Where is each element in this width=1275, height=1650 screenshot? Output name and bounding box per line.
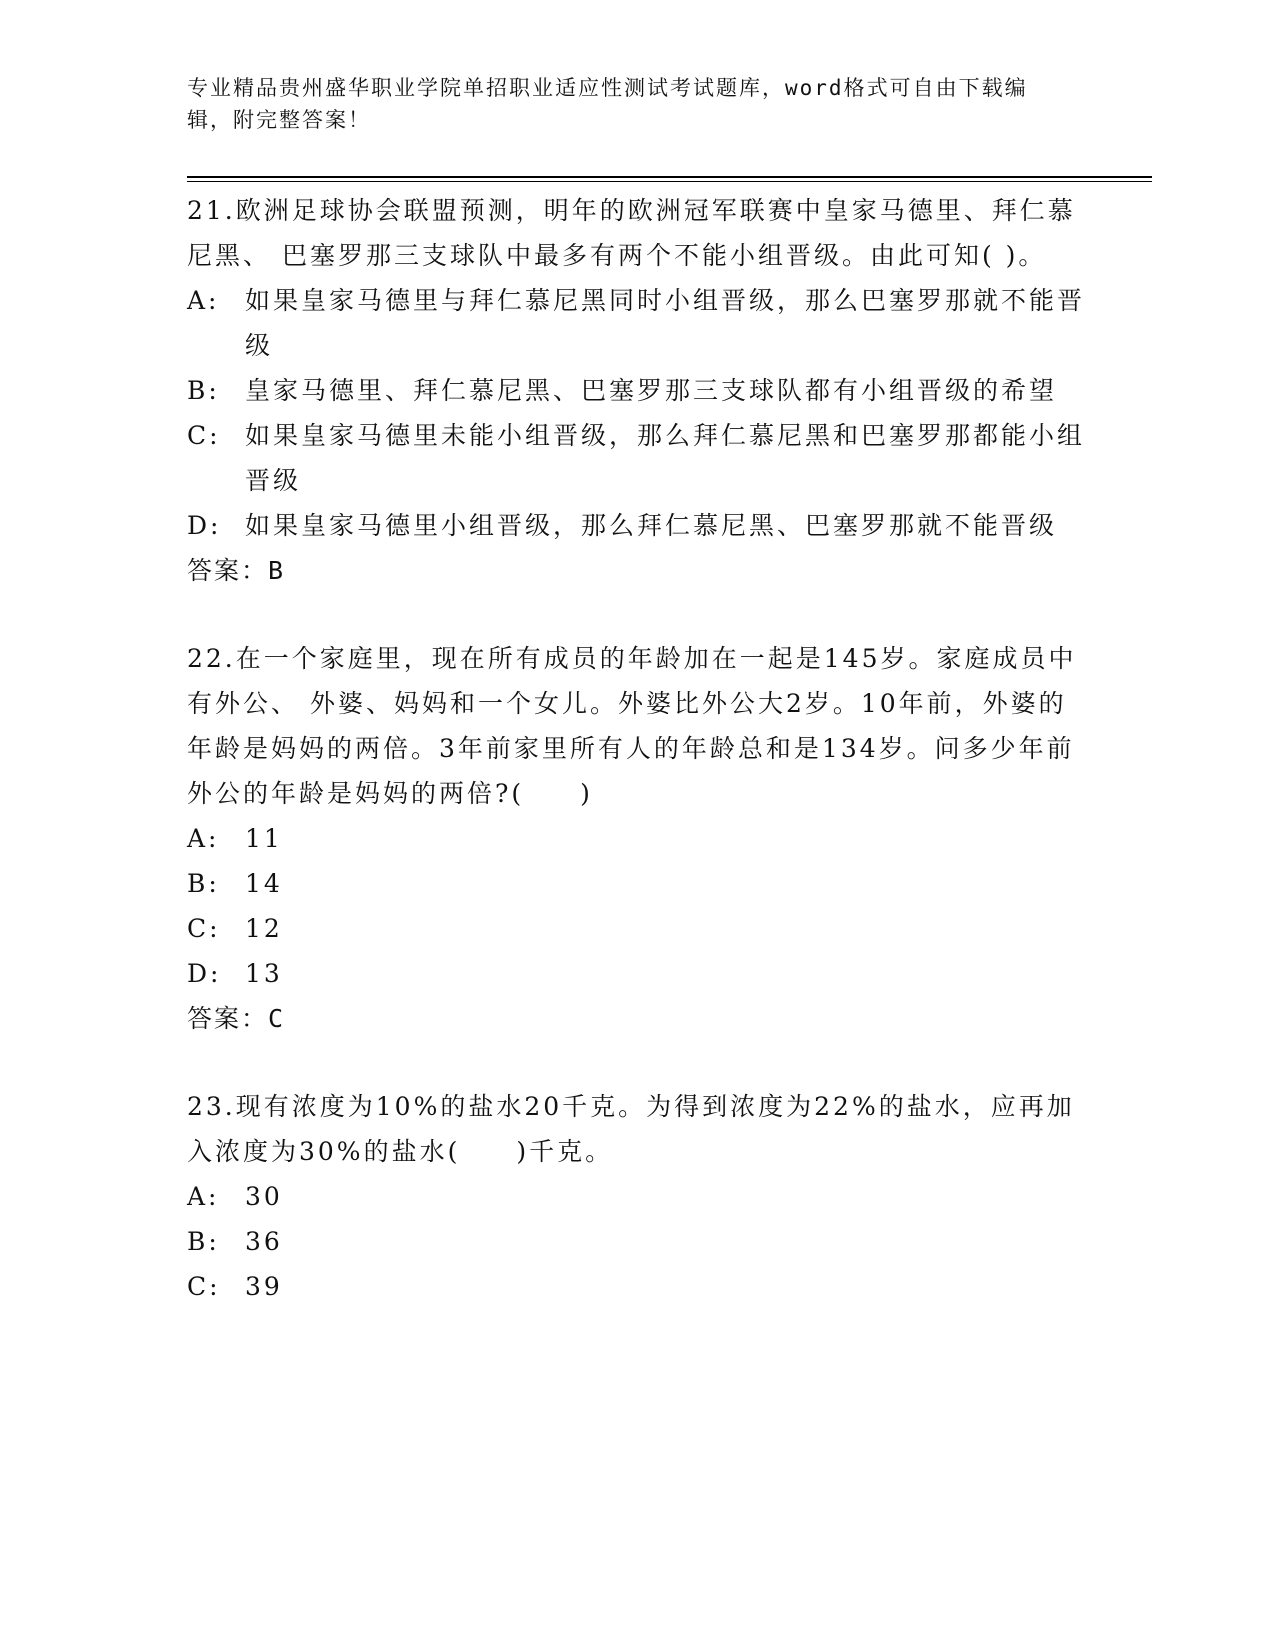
option-d (187, 951, 1087, 996)
answer-line (187, 996, 1087, 1041)
option-letter: A: (187, 824, 220, 853)
question-stem: 21.欧洲足球协会联盟预测，明年的欧洲冠军联赛中皇家马德里、拜仁慕尼黑、 巴塞罗那三支球队中最多有两个不能小组晋级。由此可知( )。 (187, 196, 1076, 270)
option-text: 如果皇家马德里与拜仁慕尼黑同时小组晋级，那么巴塞罗那就不能晋级 (245, 286, 1086, 360)
option-a (187, 1174, 1087, 1219)
option-text: 30 (245, 1182, 283, 1211)
question-list (187, 188, 1087, 1309)
option-letter: C: (187, 421, 221, 450)
option-letter: A: (187, 286, 220, 315)
answer-value: B (268, 556, 286, 585)
option-letter: B: (187, 1227, 220, 1256)
option-text: 如果皇家马德里小组晋级，那么拜仁慕尼黑、巴塞罗那就不能晋级 (245, 511, 1058, 540)
option-text: 11 (245, 824, 283, 853)
option-text: 39 (245, 1272, 283, 1301)
option-letter: B: (187, 376, 220, 405)
option-letter: D: (187, 959, 222, 988)
answer-line (187, 548, 1087, 593)
option-text: 36 (245, 1227, 283, 1256)
option-text: 14 (245, 869, 283, 898)
header-note: 专业精品贵州盛华职业学院单招职业适应性测试考试题库，word格式可自由下载编辑，附完整答案！ (187, 76, 1028, 132)
option-letter: A: (187, 1182, 220, 1211)
option-a (187, 816, 1087, 861)
option-b (187, 368, 1087, 413)
option-c (187, 906, 1087, 951)
option-d (187, 503, 1087, 548)
question-stem: 22.在一个家庭里，现在所有成员的年龄加在一起是145岁。家庭成员中有外公、 外婆、妈妈和一个女儿。外婆比外公大2岁。10年前，外婆的年龄是妈妈的两倍。3年前家里所有人的年龄总和是134岁。问多少年前外公的年龄是妈妈的两倍?( ) (187, 644, 1077, 808)
option-b (187, 861, 1087, 906)
option-text: 12 (245, 914, 283, 943)
option-text: 如果皇家马德里未能小组晋级，那么拜仁慕尼黑和巴塞罗那都能小组晋级 (245, 421, 1086, 495)
option-c (187, 1264, 1087, 1309)
question-21 (187, 188, 1087, 593)
header-rule-thin (187, 181, 1152, 182)
option-text: 皇家马德里、拜仁慕尼黑、巴塞罗那三支球队都有小组晋级的希望 (245, 376, 1058, 405)
answer-label: 答案： (187, 556, 269, 585)
option-letter: C: (187, 914, 221, 943)
question-23 (187, 1084, 1087, 1309)
header-rule-thick (187, 176, 1152, 178)
question-stem: 23.现有浓度为10%的盐水20千克。为得到浓度为22%的盐水，应再加入浓度为30%的盐水( )千克。 (187, 1092, 1075, 1166)
answer-value: C (268, 1004, 286, 1033)
option-c (187, 413, 1087, 503)
option-b (187, 1219, 1087, 1264)
option-letter: C: (187, 1272, 221, 1301)
answer-label: 答案： (187, 1004, 269, 1033)
option-letter: D: (187, 511, 222, 540)
option-letter: B: (187, 869, 220, 898)
question-22 (187, 636, 1087, 1041)
option-a (187, 278, 1087, 368)
option-text: 13 (245, 959, 283, 988)
